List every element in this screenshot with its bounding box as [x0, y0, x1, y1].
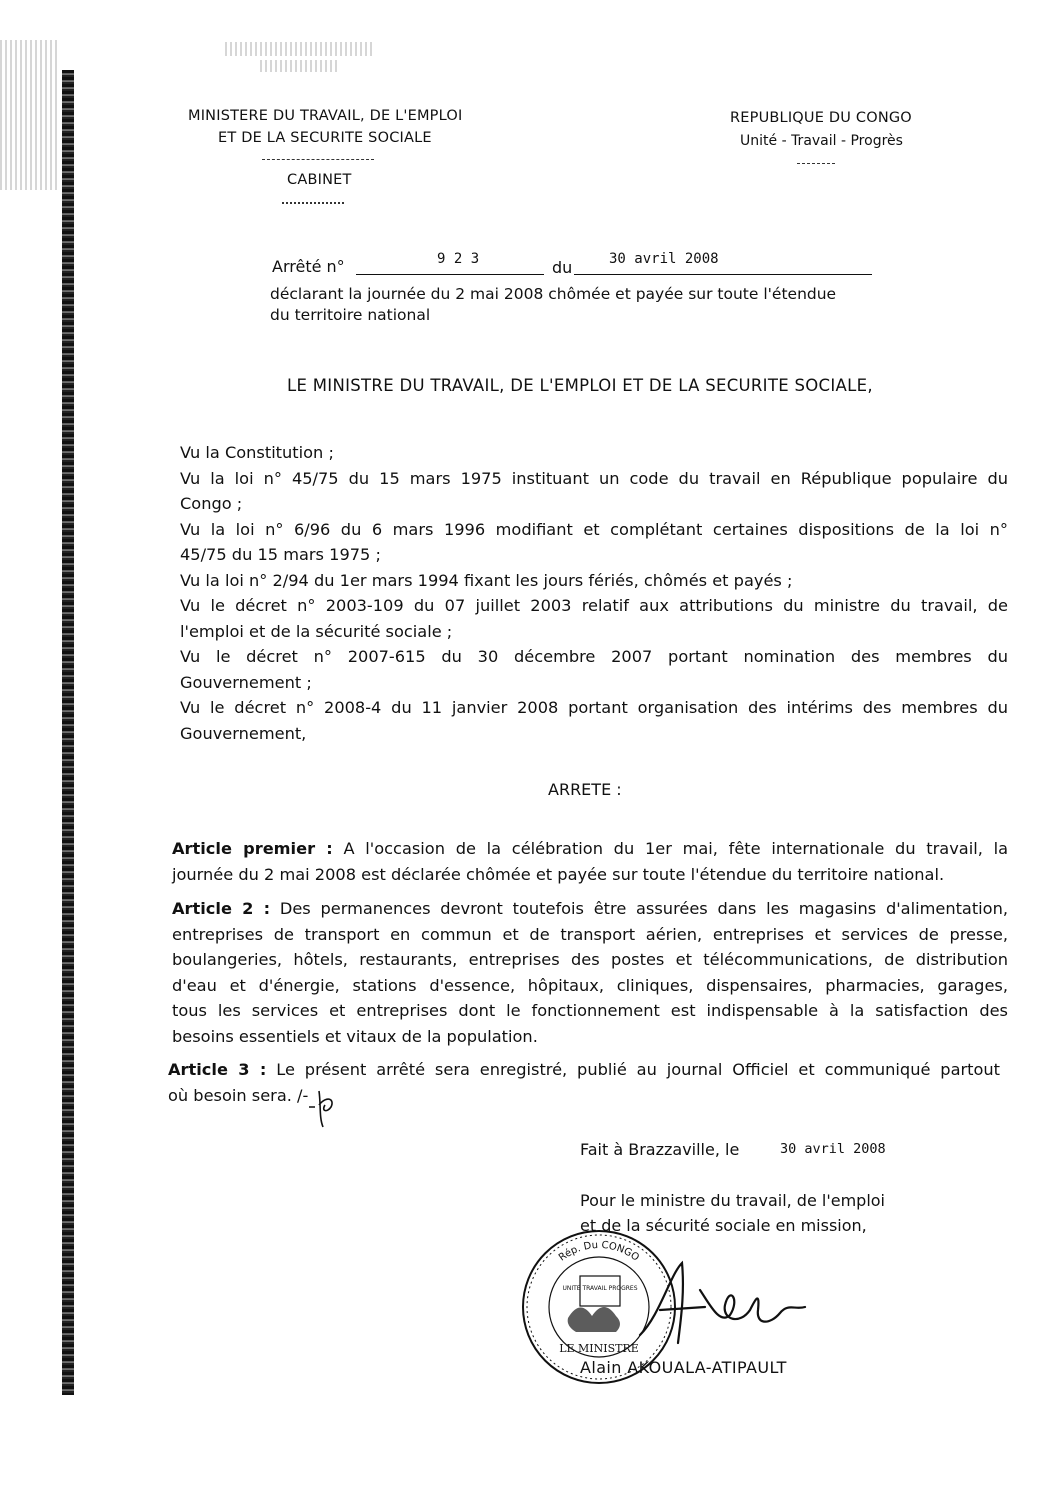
cabinet-divider	[282, 202, 344, 204]
closing-place: Fait à Brazzaville, le	[580, 1140, 740, 1159]
seal-center-text: UNITE TRAVAIL PROGRES	[562, 1285, 638, 1292]
signatory-name: Alain AKOUALA-ATIPAULT	[580, 1358, 787, 1377]
republic-title: REPUBLIQUE DU CONGO	[730, 110, 912, 126]
initials-mark	[305, 1085, 341, 1129]
visa-line: Vu la loi n° 45/75 du 15 mars 1975 instituant un code du travail en République populaire du	[180, 468, 1008, 488]
article-3-text: Le présent arrêté sera enregistré, publié au journal Officiel et communiqué partout	[276, 1060, 1000, 1079]
scan-noise	[260, 60, 340, 72]
article-3-label: Article 3 :	[168, 1060, 267, 1079]
ministry-line2: ET DE LA SECURITE SOCIALE	[218, 130, 432, 146]
decree-date-line	[574, 274, 872, 275]
decree-date: 30 avril 2008	[609, 251, 719, 267]
svg-text:Rép. Du CONGO	[557, 1240, 641, 1264]
article-1-text: journée du 2 mai 2008 est déclarée chômée et payée sur toute l'étendue du territoire national.	[172, 864, 945, 884]
arrete-heading: ARRETE :	[548, 780, 622, 799]
ministry-line1: MINISTERE DU TRAVAIL, DE L'EMPLOI	[188, 108, 463, 124]
article-3	[168, 1057, 1000, 1108]
scan-noise	[225, 42, 375, 56]
decree-du-label: du	[552, 258, 573, 277]
visa-line: Vu la loi n° 2/94 du 1er mars 1994 fixant les jours fériés, chômés et payés ;	[180, 570, 793, 590]
cabinet-label: CABINET	[287, 172, 352, 188]
article-2-text: boulangeries, hôtels, restaurants, entreprises des postes et télécommunications, de distribution	[172, 950, 1008, 969]
visa-line: Vu le décret n° 2007-615 du 30 décembre 2007 portant nomination des membres du	[180, 647, 1008, 666]
decree-number: 9 2 3	[437, 251, 480, 267]
article-2-text: Des permanences devront toutefois être assurées dans les magasins d'alimentation,	[279, 899, 1008, 918]
header-divider	[262, 159, 374, 160]
decree-label: Arrêté n°	[272, 257, 345, 276]
seal-bottom-text: LE MINISTRE	[559, 1342, 639, 1355]
visa-line: Gouvernement,	[180, 723, 307, 743]
scan-edge-strip	[62, 70, 74, 1395]
visas-block	[180, 440, 1008, 746]
motto-divider	[797, 163, 835, 164]
decree-number-line	[356, 274, 544, 275]
article-3-text: où besoin sera. /-	[168, 1085, 309, 1105]
article-1-label: Article premier :	[172, 839, 333, 858]
article-2-label: Article 2 :	[172, 899, 271, 918]
republic-motto: Unité - Travail - Progrès	[740, 133, 903, 149]
visa-line: Congo ;	[180, 494, 243, 513]
visa-line: Vu la loi n° 6/96 du 6 mars 1996 modifiant et complétant certaines dispositions de la loi n°	[180, 519, 1008, 539]
article-2-text: d'eau et d'énergie, stations d'essence, hôpitaux, cliniques, dispensaires, pharmacies, garages,	[172, 975, 1008, 995]
article-1-text: A l'occasion de la célébration du 1er mai, fête internationale du travail, la	[343, 839, 1009, 858]
visa-line: 45/75 du 15 mars 1975 ;	[180, 545, 381, 564]
article-1	[172, 836, 1008, 887]
article-2	[172, 896, 1008, 1049]
article-2-text: besoins essentiels et vitaux de la population.	[172, 1026, 538, 1046]
article-2-text: tous les services et entreprises dont le fonctionnement est indispensable à la satisfaction des	[172, 1001, 1008, 1020]
seal-top-text: Rép. Du CONGO	[556, 1239, 641, 1264]
article-2-text: entreprises de transport en commun et de transport aérien, entreprises et services de presse,	[172, 924, 1008, 944]
scan-noise	[0, 40, 60, 190]
decree-subject-line1: déclarant la journée du 2 mai 2008 chômée et payée sur toute l'étendue	[270, 285, 837, 303]
closing-for-line1: Pour le ministre du travail, de l'emploi	[580, 1191, 885, 1210]
visa-line: l'emploi et de la sécurité sociale ;	[180, 621, 453, 641]
visa-line: Vu le décret n° 2008-4 du 11 janvier 2008 portant organisation des intérims des membres du	[180, 698, 1008, 717]
visa-line: Vu la Constitution ;	[180, 443, 334, 462]
visa-line: Gouvernement ;	[180, 672, 312, 692]
closing-date: 30 avril 2008	[780, 1141, 886, 1157]
decree-subject-line2: du territoire national	[270, 306, 431, 324]
visa-line: Vu le décret n° 2003-109 du 07 juillet 2003 relatif aux attributions du ministre du travail, de	[180, 596, 1008, 615]
handwritten-signature	[630, 1255, 810, 1350]
authority-heading: LE MINISTRE DU TRAVAIL, DE L'EMPLOI ET DE LA SECURITE SOCIALE,	[287, 376, 873, 395]
closing-for-line2: et de la sécurité sociale en mission,	[580, 1216, 867, 1235]
